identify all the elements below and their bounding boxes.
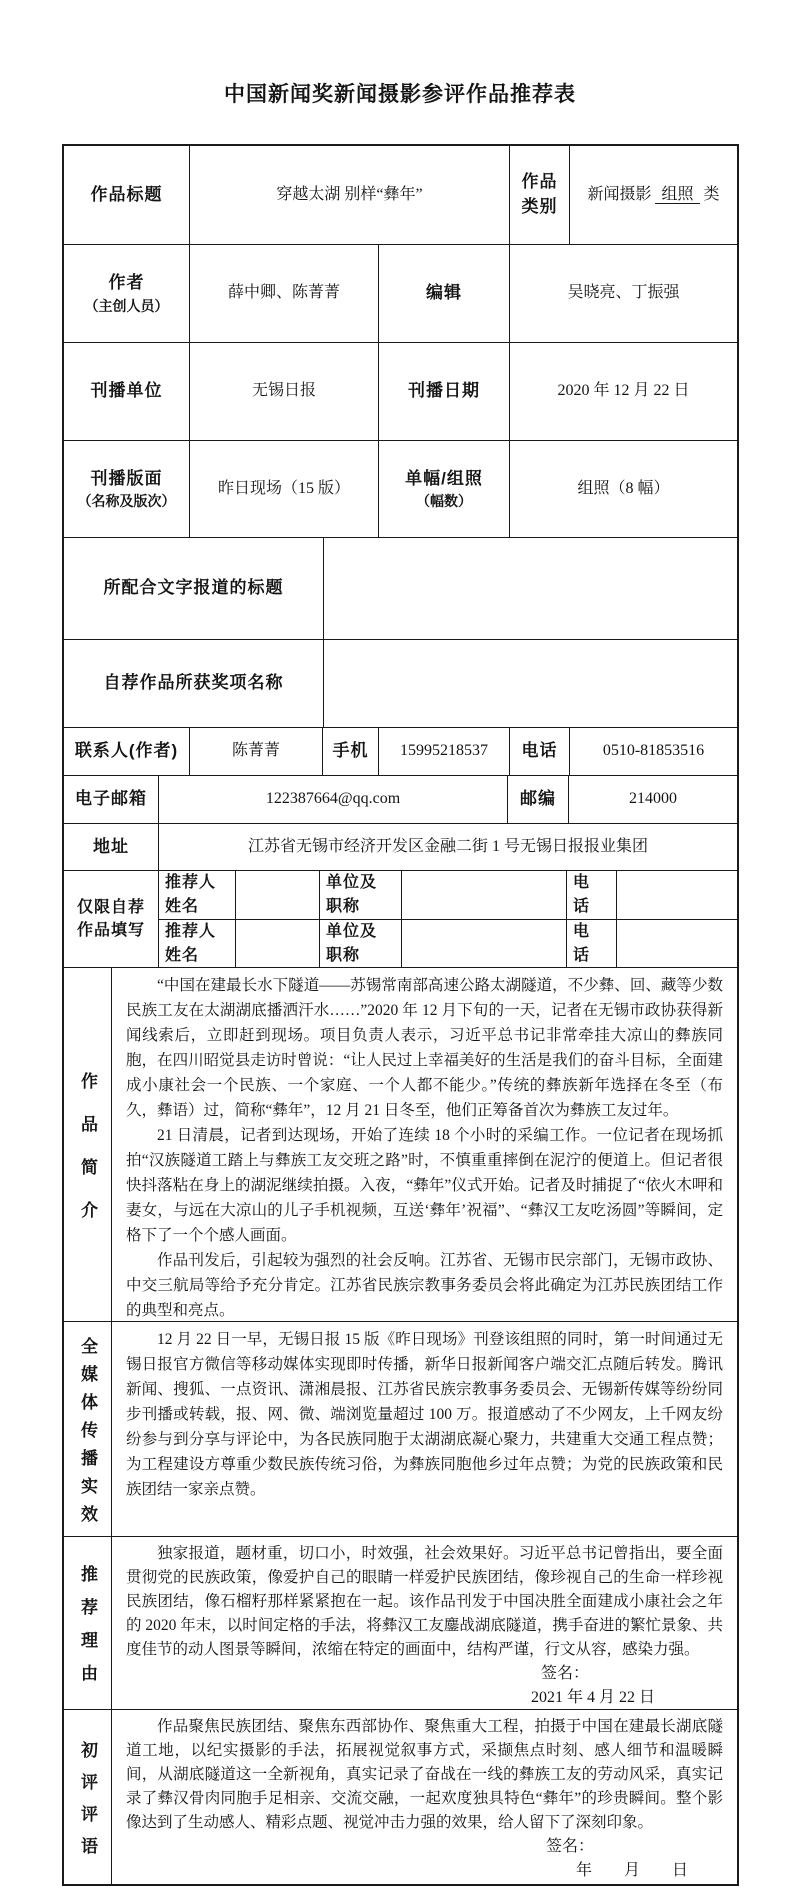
section-preliminary-review — [64, 1710, 737, 1884]
section-recommend-reason — [64, 1537, 737, 1710]
postcode-label-cell — [508, 776, 569, 823]
preliminary-review-content — [112, 1710, 737, 1884]
section-work-intro — [64, 968, 737, 1322]
review-signature-label: 签名： — [546, 1838, 595, 1855]
row-self-recommendation — [64, 871, 737, 968]
work-intro-content — [112, 968, 737, 1321]
work-intro-label: 作品简介 — [78, 1071, 97, 1244]
category-prefix: 新闻摄影 — [587, 185, 652, 203]
publish-date-label-cell — [379, 343, 510, 440]
postcode-label: 邮编 — [520, 789, 556, 809]
address-label-cell — [64, 824, 159, 870]
email-label-cell — [64, 776, 159, 823]
recommend-reason-label: 推荐理由 — [78, 1565, 97, 1697]
tel1-label-cell: 电 话 — [567, 871, 617, 919]
layout-label: 刊播版面 （名称及版次） — [77, 468, 176, 510]
address-value-cell — [159, 824, 737, 870]
recommend-reason-content — [112, 1537, 737, 1709]
category-value — [587, 184, 719, 206]
mobile-label-cell — [323, 728, 379, 775]
text-report-value-cell — [324, 538, 737, 639]
row-text-report — [64, 538, 737, 640]
layout-value: 昨日现场（15 版） — [217, 479, 350, 497]
row-work-title — [64, 146, 737, 245]
intro-paragraph-3: 作品刊发后，引起较为强烈的社会反响。江苏省、无锡市民宗部门，无锡市政协、中交三航局等给予充分肯定。江苏省民族宗教事务委员会将此确定为江苏民族团结工作的典型和亮点。 — [126, 1252, 723, 1319]
recommender2-label-cell: 推荐人 姓名 — [159, 920, 236, 968]
email-value-cell — [159, 776, 508, 823]
editor-value: 吴晓亮、丁振强 — [567, 284, 680, 302]
reason-paragraph-1: 独家报道，题材重，切口小，时效强，社会效果好。习近平总书记曾指出，要全面贯彻党的民族政策，像爱护自己的眼睛一样爱护民族团结，像珍视自己的生命一样珍视民族团结，像石榴籽那样紧紧抱在一起。该作品刊发于中国决胜全面建成小康社会之年的 2020 年末，以时间定格的手法，将彝汉工友鏖战湖底隧道，携手奋进的繁忙景象、共度佳节的动人图景等瞬间，浓缩在特定的画面中，结构严谨，行文从容，感染力强。 — [126, 1545, 723, 1658]
unit2-value-cell — [402, 920, 567, 968]
award-label-cell — [64, 640, 324, 727]
contact-label: 联系人(作者) — [74, 741, 179, 761]
intro-paragraph-2: 21 日清晨，记者到达现场，开始了连续 18 个小时的采编工作。一位记者在现场抓拍“汉族隧道工踏上与彝族工友交班之路”时，不慎重重摔倒在泥泞的便道上。但记者很快抖落粘在身上的湖泥继续拍摄。入夜，“彝年”仪式开始。记者及时捕捉了“依火木呷和妻女，与远在大凉山的儿子手机视频，互送‘彝年’祝福”、“彝汉工友吃汤圆”等瞬间，定格下了一个个感人画面。 — [126, 1127, 723, 1244]
phone-value: 0510-81853516 — [602, 742, 705, 760]
mobile-value: 15995218537 — [400, 742, 488, 760]
author-label-cell — [64, 245, 190, 342]
address-label: 地址 — [93, 836, 129, 856]
unit1-label-cell: 单位及 职称 — [320, 871, 402, 919]
publish-date-value-cell — [510, 343, 737, 440]
media-effect-label: 全媒体传播实效 — [78, 1336, 97, 1533]
work-title-value: 穿越太湖 别样“彝年” — [276, 185, 423, 203]
publisher-label-cell — [64, 343, 190, 440]
mobile-value-cell — [379, 728, 510, 775]
publisher-label: 刊播单位 — [90, 381, 163, 401]
review-paragraph-1: 作品聚焦民族团结、聚焦东西部协作、聚焦重大工程，拍摄于中国在建最长湖底隧道工地，以纪实摄影的手法，拓展视觉叙事方式，采撷焦点时刻、感人细节和温暖瞬间，从湖底隧道这一全新视角，真实记录了奋战在一线的彝族工友的劳动风采，真实记录了彝汉骨肉同胞手足相亲、交流交融，一起欢度独具特色“彝年”的珍贵瞬间。整个影像达到了生动感人、精彩点题、视觉冲击力强的效果，给人留下了深刻印象。 — [126, 1718, 723, 1831]
publisher-value-cell — [190, 343, 379, 440]
row-award — [64, 640, 737, 728]
layout-label-cell — [64, 441, 190, 537]
review-signature-date: 年 月 日 — [576, 1862, 689, 1879]
address-value: 江苏省无锡市经济开发区金融二街 1 号无锡日报报业集团 — [247, 837, 648, 855]
recommender1-label-cell: 推荐人 姓名 — [159, 871, 236, 919]
unit2-label-cell: 单位及 职称 — [320, 920, 402, 968]
row-address — [64, 824, 737, 871]
award-value-cell — [324, 640, 737, 727]
self-rec-label-cell — [64, 871, 159, 967]
self-rec-label: 仅限自荐 作品填写 — [76, 898, 145, 939]
self-rec-subgrid — [159, 871, 737, 967]
text-report-label-cell — [64, 538, 324, 639]
media-paragraph-1: 12 月 22 日一早，无锡日报 15 版《昨日现场》刊登该组照的同时，第一时间通过无锡日报官方微信等移动媒体实现即时传播，新华日报新闻客户端交汇点随后转发。腾讯新闻、搜狐、一点资讯、潇湘晨报、江苏省民族宗教事务委员会、无锡新传媒等纷纷同步刊播或转载，报、网、微、端浏览量超过 100 万。报道感动了不少网友，上千网友纷纷参与到分享与评论中，为各民族同胞于太湖湖底凝心聚力，共建重大交通工程点赞；为工程建设方尊重少数民族传统习俗，为彝族同胞他乡过年点赞；为党的民族政策和民族团结一家亲点赞。 — [126, 1331, 723, 1498]
recommender-row-1 — [159, 871, 737, 920]
contact-label-cell — [64, 728, 190, 775]
mobile-label: 手机 — [332, 741, 369, 761]
row-email — [64, 776, 737, 824]
count-label: 单幅/组照 （幅数） — [405, 468, 483, 510]
editor-label-cell — [379, 245, 510, 342]
email-value: 122387664@qq.com — [265, 790, 401, 808]
row-layout — [64, 441, 737, 538]
category-label: 作品 类别 — [521, 172, 558, 216]
postcode-value: 214000 — [629, 790, 677, 808]
email-label: 电子邮箱 — [75, 789, 147, 809]
media-effect-content — [112, 1322, 737, 1536]
author-value: 薛中卿、陈菁菁 — [227, 284, 340, 302]
publisher-value: 无锡日报 — [251, 382, 316, 400]
work-title-label-cell — [64, 146, 190, 244]
author-label: 作者 （主创人员） — [84, 273, 169, 314]
row-author — [64, 245, 737, 343]
award-label: 自荐作品所获奖项名称 — [103, 673, 284, 693]
work-title-value-cell — [190, 146, 510, 244]
work-intro-label-cell — [64, 968, 112, 1321]
intro-paragraph-1: “中国在建最长水下隧道——苏锡常南部高速公路太湖隧道，不少彝、回、藏等少数民族工友在太湖湖底播洒汗水……”2020 年 12 月下旬的一天，记者在无锡市政协获得新闻线索后，立即赶到现场。项目负责人表示，习近平总书记非常牵挂大凉山的彝族同胞，在四川昭觉县走访时曾说：“让人民过上幸福美好的生活是我们的奋斗目标，全面建成小康社会一个民族、一个家庭、一个人都不能少。”传统的彝族新年选择在冬至（布久，彝语）过，简称“彝年”，12 月 21 日冬至，他们正筹备首次为彝族工友过年。 — [126, 977, 723, 1119]
media-effect-label-cell — [64, 1322, 112, 1536]
page-title: 中国新闻奖新闻摄影参评作品推荐表 — [224, 82, 576, 106]
category-selected: 组照 — [655, 186, 699, 204]
publish-date-label: 刊播日期 — [408, 381, 480, 401]
recommend-reason-label-cell — [64, 1537, 112, 1709]
editor-value-cell — [510, 245, 737, 342]
category-suffix: 类 — [703, 185, 720, 203]
row-publisher — [64, 343, 737, 441]
preliminary-review-label-cell — [64, 1710, 112, 1884]
contact-value-cell — [190, 728, 323, 775]
unit1-value-cell — [402, 871, 567, 919]
tel2-label-cell: 电 话 — [567, 920, 617, 968]
text-report-label: 所配合文字报道的标题 — [103, 578, 284, 598]
contact-value: 陈菁菁 — [231, 742, 280, 760]
tel2-value-cell — [617, 920, 737, 968]
layout-value-cell — [190, 441, 379, 537]
phone-value-cell — [570, 728, 737, 775]
recommendation-form-table — [62, 144, 739, 1886]
recommender1-value-cell — [236, 871, 320, 919]
phone-label: 电话 — [521, 741, 558, 761]
reason-signature-date: 2021 年 4 月 22 日 — [531, 1689, 656, 1706]
category-value-cell — [570, 146, 737, 244]
tel1-value-cell — [617, 871, 737, 919]
count-value: 组照（8 幅） — [577, 479, 670, 497]
recommender2-value-cell — [236, 920, 320, 968]
recommender-row-2 — [159, 920, 737, 968]
work-title-label: 作品标题 — [90, 184, 163, 204]
publish-date-value: 2020 年 12 月 22 日 — [557, 382, 690, 400]
count-label-cell — [379, 441, 510, 537]
row-contact — [64, 728, 737, 776]
count-value-cell — [510, 441, 737, 537]
editor-label: 编辑 — [426, 283, 462, 303]
postcode-value-cell — [569, 776, 737, 823]
preliminary-review-label: 初评评语 — [78, 1740, 97, 1869]
author-value-cell — [190, 245, 379, 342]
section-media-effect — [64, 1322, 737, 1537]
category-label-cell — [510, 146, 570, 244]
reason-signature-label: 签名： — [541, 1665, 590, 1682]
phone-label-cell — [510, 728, 570, 775]
